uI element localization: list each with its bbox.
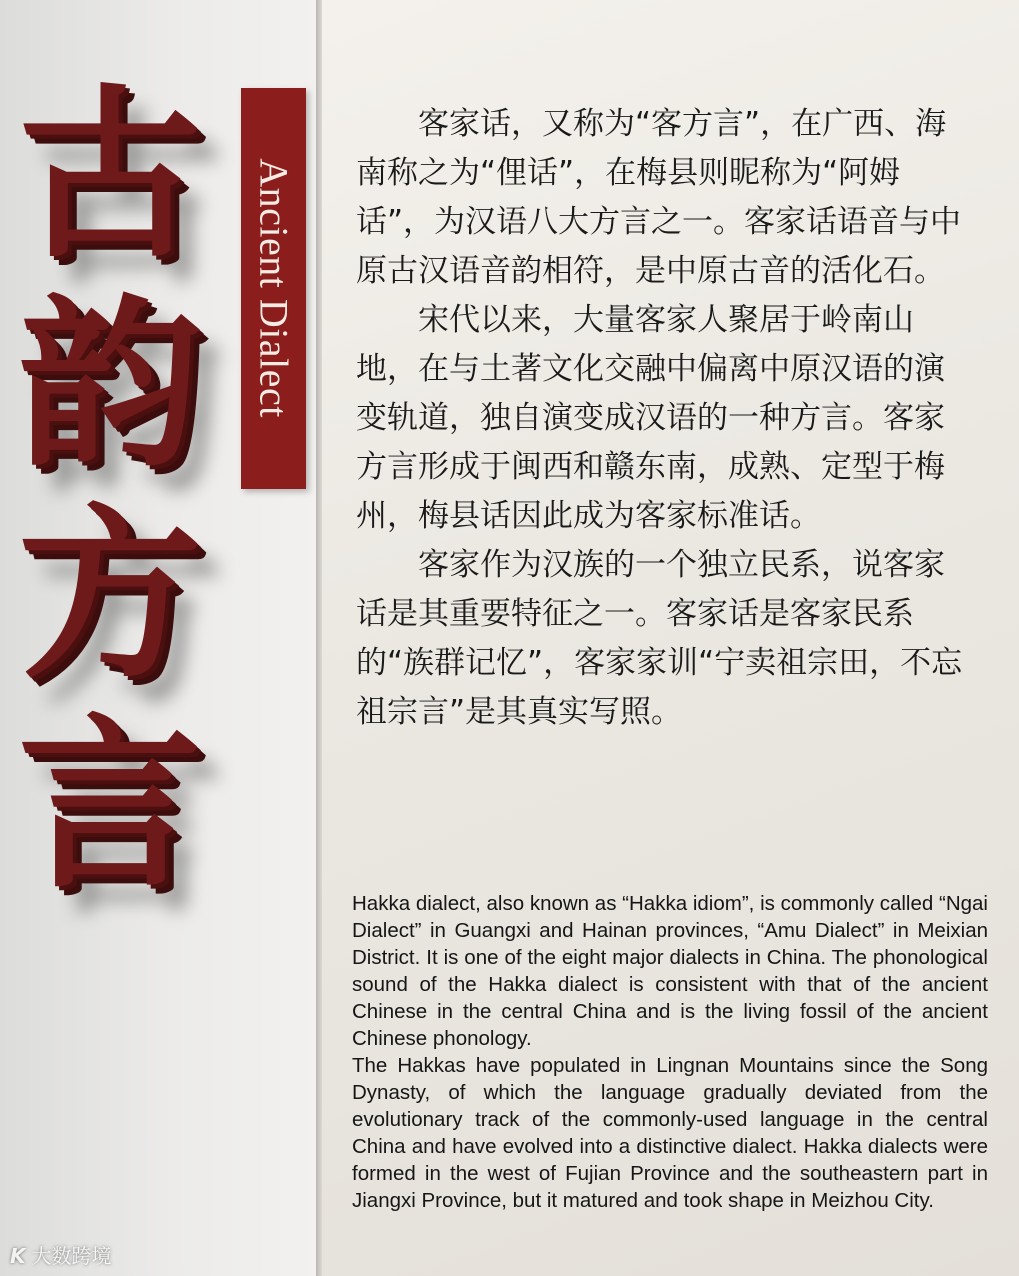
english-paragraph: Hakka dialect, also known as “Hakka idiom”, is commonly called “Ngai Dialect” in Guangxi and Hainan provinces, “Amu Dialect” in Meixian District. It is one of the eight major dialects in China. The phonological sound of the Hakka dialect is consistent with that of the ancient Chinese in the central China and is the living fossil of the ancient Chinese phonology.	[352, 892, 988, 1050]
english-body	[352, 890, 988, 1214]
english-title: Ancient Dialect	[251, 158, 297, 418]
title-char: 韵	[18, 277, 203, 493]
watermark-logo-icon: K	[10, 1244, 26, 1268]
title-char: 言	[18, 697, 203, 913]
chinese-paragraph: 客家话，又称为“客方言”，在广西、海南称之为“俚话”，在梅县则昵称为“阿姆话”，为汉语八大方言之一。客家话语音与中原古汉语音韵相符，是中原古音的活化石。	[356, 106, 962, 289]
chinese-body	[356, 100, 966, 737]
watermark-text: 大数跨境	[31, 1244, 112, 1268]
watermark	[10, 1240, 112, 1269]
chinese-paragraph: 客家作为汉族的一个独立民系，说客家话是其重要特征之一。客家话是客家民系的“族群记忆”，客家家训“宁卖祖宗田，不忘祖宗言”是其真实写照。	[356, 547, 963, 730]
chinese-paragraph: 宋代以来，大量客家人聚居于岭南山地，在与土著文化交融中偏离中原汉语的演变轨道，独自演变成汉语的一种方言。客家方言形成于闽西和赣东南，成熟、定型于梅州，梅县话因此成为客家标准话。	[356, 302, 945, 534]
title-char: 方	[18, 487, 203, 703]
title-char: 古	[18, 67, 203, 283]
english-paragraph: The Hakkas have populated in Lingnan Mountains since the Song Dynasty, of which the language gradually deviated from the evolutionary track of the commonly-used language in the central China and have evolved into a distinctive dialect. Hakka dialects were formed in the west of Fujian Province and the southeastern part in Jiangxi Province, but it matured and took shape in Meizhou City.	[352, 1054, 988, 1212]
chinese-title	[18, 67, 218, 913]
